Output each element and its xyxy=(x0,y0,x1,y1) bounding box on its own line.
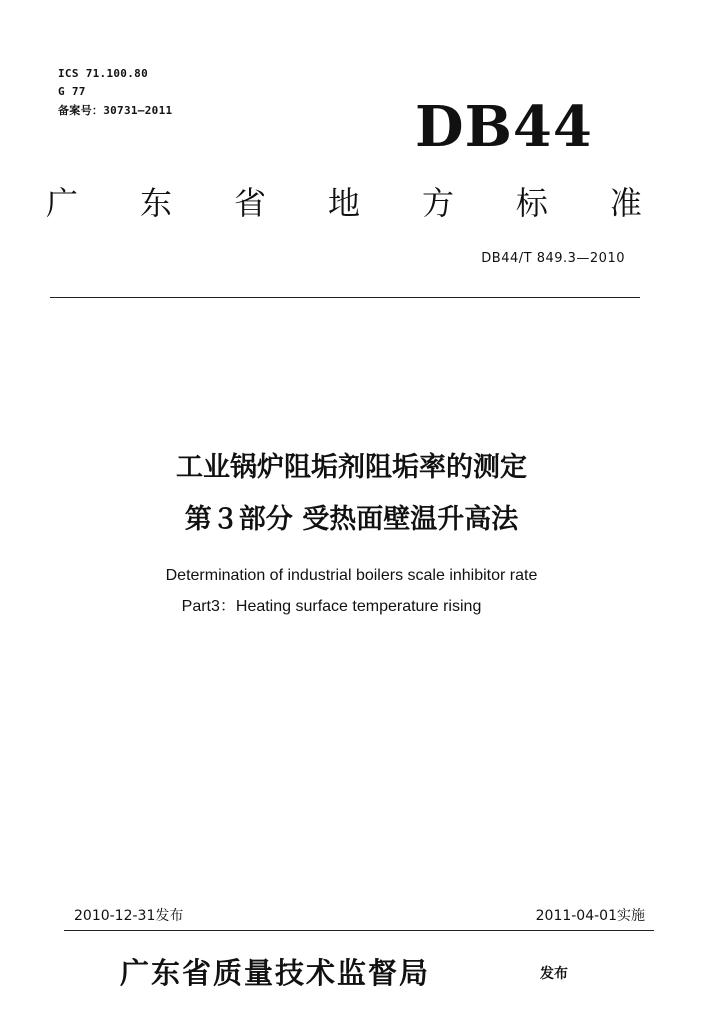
ics-code: ICS 71.100.80 xyxy=(58,67,148,80)
bottom-divider xyxy=(64,930,654,931)
title-char: 方 xyxy=(421,184,454,222)
title-char: 广 xyxy=(46,184,79,222)
db44-logo: DB44 xyxy=(415,94,593,160)
standard-code: DB44/T 849.3—2010 xyxy=(481,251,625,266)
implementation-date: 2011-04-01实施 xyxy=(535,908,645,924)
title-char: 标 xyxy=(515,184,548,222)
publisher-name: 广东省质量技术监督局 xyxy=(120,956,431,990)
chinese-title-line2: 第３部分 受热面壁温升高法 xyxy=(184,504,519,535)
publish-label: 发布 xyxy=(540,966,568,982)
standard-type-title xyxy=(46,183,642,223)
title-char: 东 xyxy=(139,184,172,222)
title-char: 省 xyxy=(233,184,266,222)
chinese-title-line1: 工业锅炉阻垢剂阻垢率的测定 xyxy=(176,452,527,483)
title-char: 地 xyxy=(327,184,360,222)
title-char: 准 xyxy=(609,184,642,222)
english-title-line2: Part3：Heating surface temperature rising xyxy=(181,598,482,615)
issue-date: 2010-12-31发布 xyxy=(74,908,184,924)
top-divider xyxy=(50,297,640,298)
record-number: 备案号：30731—2011 xyxy=(58,104,173,117)
classification-code: G 77 xyxy=(58,85,86,98)
english-title-line1: Determination of industrial boilers scale inhibitor rate xyxy=(165,567,538,584)
